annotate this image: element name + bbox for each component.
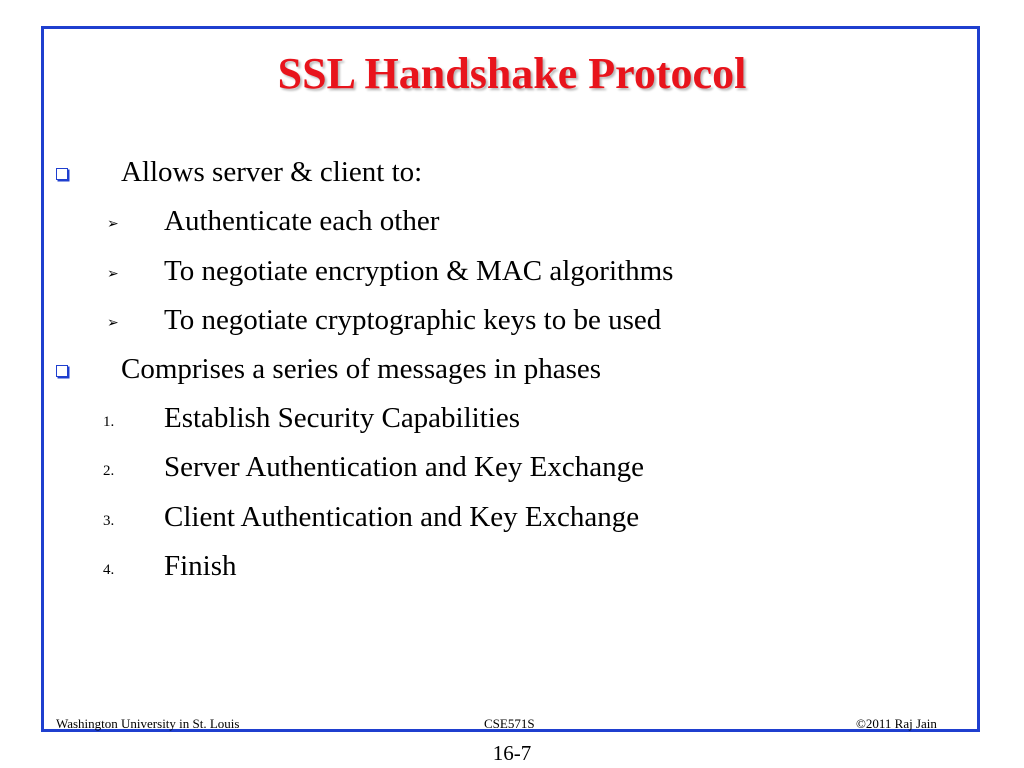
arrow-bullet-icon: ➢ bbox=[107, 216, 119, 232]
sub-bullet-authenticate: Authenticate each other bbox=[164, 205, 440, 237]
arrow-bullet-icon: ➢ bbox=[107, 315, 119, 331]
list-number: 3. bbox=[103, 513, 115, 529]
footer-center: CSE571S bbox=[484, 716, 535, 731]
footer-right: ©2011 Raj Jain bbox=[856, 716, 937, 731]
phase-2: Server Authentication and Key Exchange bbox=[164, 451, 644, 483]
phase-3: Client Authentication and Key Exchange bbox=[164, 501, 640, 533]
footer-left: Washington University in St. Louis bbox=[56, 716, 240, 731]
phase-4: Finish bbox=[164, 550, 237, 582]
square-bullet-icon bbox=[56, 365, 68, 377]
list-number: 4. bbox=[103, 562, 115, 578]
arrow-bullet-icon: ➢ bbox=[107, 266, 119, 282]
square-bullet-icon bbox=[56, 168, 68, 180]
phase-1: Establish Security Capabilities bbox=[164, 402, 521, 434]
list-number: 2. bbox=[103, 463, 115, 479]
sub-bullet-negotiate-keys: To negotiate cryptographic keys to be used bbox=[164, 304, 662, 336]
sub-bullet-negotiate-encryption: To negotiate encryption & MAC algorithms bbox=[164, 255, 674, 287]
slide-title: SSL Handshake Protocol bbox=[277, 49, 747, 98]
list-number: 1. bbox=[103, 414, 115, 430]
bullet-comprises-messages: Comprises a series of messages in phases bbox=[121, 353, 602, 385]
bullet-allows-server-client: Allows server & client to: bbox=[121, 156, 423, 188]
page-number: 16-7 bbox=[492, 741, 532, 765]
